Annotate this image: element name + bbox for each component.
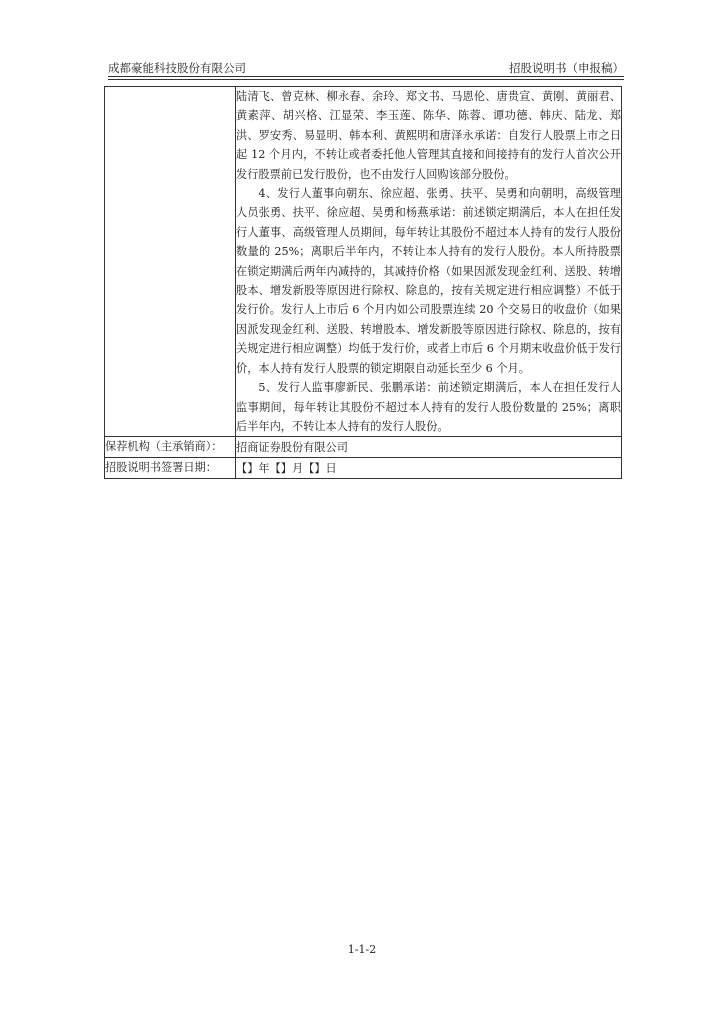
signing-date-label: 招股说明书签署日期： — [105, 458, 236, 479]
document-title: 招股说明书（申报稿） — [509, 61, 624, 75]
info-table — [104, 86, 622, 479]
company-name: 成都豪能科技股份有限公司 — [108, 61, 246, 75]
commitment-label-cell — [105, 87, 236, 437]
commitment-row — [105, 87, 622, 437]
commitment-paragraph-4: 4、发行人董事向朝东、徐应超、张勇、扶平、吴勇和向朝明，高级管理人员张勇、扶平、徐应超、吴勇和杨燕承诺：前述锁定期满后，本人在担任发行人董事、高级管理人员期间，每年转让其股份不超过本人持有的发行人股份数量的 25%；离职后半年内，不转让本人持有的发行人股份。本人所持股票在锁定期满后两年内减持的，其减持价格（如果因派发现金红利、送股、转增股本、增发新股等原因进行除权、除息的，按有关规定进行相应调整）不低于发行价。发行人上市后 6 个月内如公司股票连续 20 个交易日的收盘价（如果因派发现金红利、送股、转增股本、增发新股等原因进行除权、除息的，按有关规定进行相应调整）均低于发行价，或者上市后 6 个月期末收盘价低于发行价，本人持有发行人股票的锁定期限自动延长至少 6 个月。 — [236, 187, 621, 375]
page-header — [108, 60, 624, 77]
sponsor-label: 保荐机构（主承销商）： — [105, 437, 236, 458]
commitment-content-cell — [236, 87, 622, 437]
header-rule — [108, 79, 624, 80]
sponsor-value: 招商证券股份有限公司 — [236, 437, 622, 458]
sponsor-row — [105, 437, 622, 458]
page-number: 1-1-2 — [347, 943, 377, 956]
commitment-paragraph-5: 5、发行人监事廖新民、张鹏承诺：前述锁定期满后，本人在担任发行人监事期间，每年转让其股份不超过本人持有的发行人股份数量的 25%；离职后半年内，不转让本人持有的发行人股份。 — [236, 381, 621, 433]
signing-date-row — [105, 458, 622, 479]
signing-date-value: 【】年【】月【】日 — [236, 458, 622, 479]
commitment-paragraph-continued: 陆清飞、曾克林、柳永春、余玲、郑文书、马恩伦、唐贵宣、黄刚、黄丽君、黄素萍、胡兴格、江显荣、李玉莲、陈华、陈蓉、谭功德、韩庆、陆龙、郑洪、罗安秀、易显明、韩本利、黄熙明和唐泽永承诺：自发行人股票上市之日起 12 个月内，不转让或者委托他人管理其直接和间接持有的发行人首次公开发行股票前已发行股份，也不由发行人回购该部分股份。 — [236, 90, 621, 181]
